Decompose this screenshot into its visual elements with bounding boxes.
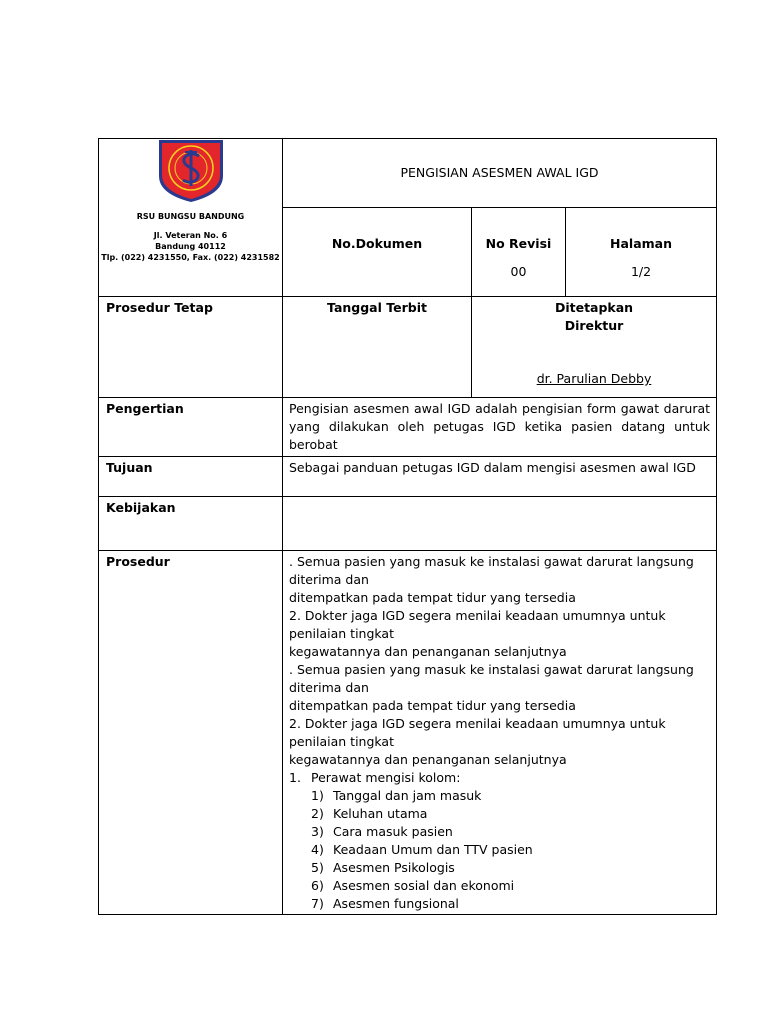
pengertian-label: Pengertian <box>99 398 283 457</box>
sub-item-list <box>289 787 710 913</box>
document-title: PENGISIAN ASESMEN AWAL IGD <box>283 139 717 208</box>
sub-item-text: Asesmen sosial dan ekonomi <box>333 878 515 893</box>
prosedur-line: ditempatkan pada tempat tidur yang tersedia <box>289 698 576 713</box>
address-line-1: Jl. Veteran No. 6 <box>153 231 228 240</box>
sub-item-number: 7) <box>311 896 324 911</box>
sub-item-text: Asesmen fungsional <box>333 896 459 911</box>
no-revisi-value: 00 <box>510 264 527 279</box>
tanggal-terbit-label: Tanggal Terbit <box>283 297 472 398</box>
tujuan-label: Tujuan <box>99 457 283 497</box>
prosedur-content <box>283 551 717 915</box>
sub-list-item <box>311 787 710 805</box>
tujuan-text: Sebagai panduan petugas IGD dalam mengisi asesmen awal IGD <box>283 457 717 497</box>
prosedur-line: diterima dan <box>289 680 369 695</box>
ditetapkan-cell <box>472 297 717 398</box>
list-item-text: Perawat mengisi kolom: <box>311 770 461 785</box>
halaman-label: Halaman <box>610 236 672 251</box>
prosedur-line: 2. Dokter jaga IGD segera menilai keadaan umumnya untuk <box>289 608 666 623</box>
direktur-name: dr. Parulian Debby <box>536 371 652 386</box>
prosedur-label: Prosedur <box>99 551 283 915</box>
prosedur-line: 2. Dokter jaga IGD segera menilai keadaan umumnya untuk <box>289 716 666 731</box>
no-dokumen-label: No.Dokumen <box>331 236 423 251</box>
hospital-name: RSU BUNGSU BANDUNG <box>136 212 245 221</box>
hospital-phone: Tlp. (022) 4231550, Fax. (022) 4231582 <box>101 253 280 262</box>
sub-item-text: Cara masuk pasien <box>333 824 453 839</box>
sub-item-number: 6) <box>311 878 324 893</box>
prosedur-line: . Semua pasien yang masuk ke instalasi gawat darurat langsung <box>289 554 694 569</box>
sub-item-number: 1) <box>311 788 324 803</box>
list-item <box>289 769 710 787</box>
direktur-label: Direktur <box>564 318 624 333</box>
prosedur-line: ditempatkan pada tempat tidur yang tersedia <box>289 590 576 605</box>
sop-table <box>98 138 717 915</box>
sub-list-item <box>311 805 710 823</box>
kebijakan-text <box>283 497 717 551</box>
hospital-address <box>99 230 282 263</box>
prosedur-tetap-label: Prosedur Tetap <box>99 297 283 398</box>
sub-item-number: 5) <box>311 860 324 875</box>
prosedur-list <box>289 769 710 787</box>
prosedur-lines <box>289 553 710 769</box>
kebijakan-label: Kebijakan <box>99 497 283 551</box>
prosedur-line: diterima dan <box>289 572 369 587</box>
sub-item-number: 3) <box>311 824 324 839</box>
sub-item-text: Tanggal dan jam masuk <box>333 788 482 803</box>
sub-list-item <box>311 859 710 877</box>
no-dokumen-cell <box>283 208 472 297</box>
shield-logo-icon <box>157 138 225 204</box>
prosedur-line: penilaian tingkat <box>289 734 394 749</box>
hospital-header <box>99 139 283 297</box>
sub-list-item <box>311 841 710 859</box>
prosedur-line: penilaian tingkat <box>289 626 394 641</box>
prosedur-line: . Semua pasien yang masuk ke instalasi gawat darurat langsung <box>289 662 694 677</box>
sub-item-text: Asesmen Psikologis <box>333 860 455 875</box>
address-line-2: Bandung 40112 <box>155 242 226 251</box>
prosedur-line: kegawatannya dan penanganan selanjutnya <box>289 644 567 659</box>
ditetapkan-label: Ditetapkan <box>554 300 634 315</box>
halaman-cell <box>566 208 717 297</box>
sub-item-text: Keluhan utama <box>333 806 428 821</box>
pengertian-text: Pengisian asesmen awal IGD adalah pengisian form gawat darurat yang dilakukan oleh petugas IGD ketika pasien datang untuk berobat <box>283 398 717 457</box>
no-revisi-cell <box>472 208 566 297</box>
sop-document <box>98 138 716 915</box>
hospital-logo <box>99 138 282 208</box>
sub-list-item <box>311 895 710 913</box>
no-revisi-label: No Revisi <box>485 236 552 251</box>
prosedur-line: kegawatannya dan penanganan selanjutnya <box>289 752 567 767</box>
halaman-value: 1/2 <box>630 264 652 279</box>
sub-item-number: 4) <box>311 842 324 857</box>
sub-item-number: 2) <box>311 806 324 821</box>
sub-item-text: Keadaan Umum dan TTV pasien <box>333 842 533 857</box>
sub-list-item <box>311 823 710 841</box>
list-number: 1. <box>289 770 301 785</box>
sub-list-item <box>311 877 710 895</box>
